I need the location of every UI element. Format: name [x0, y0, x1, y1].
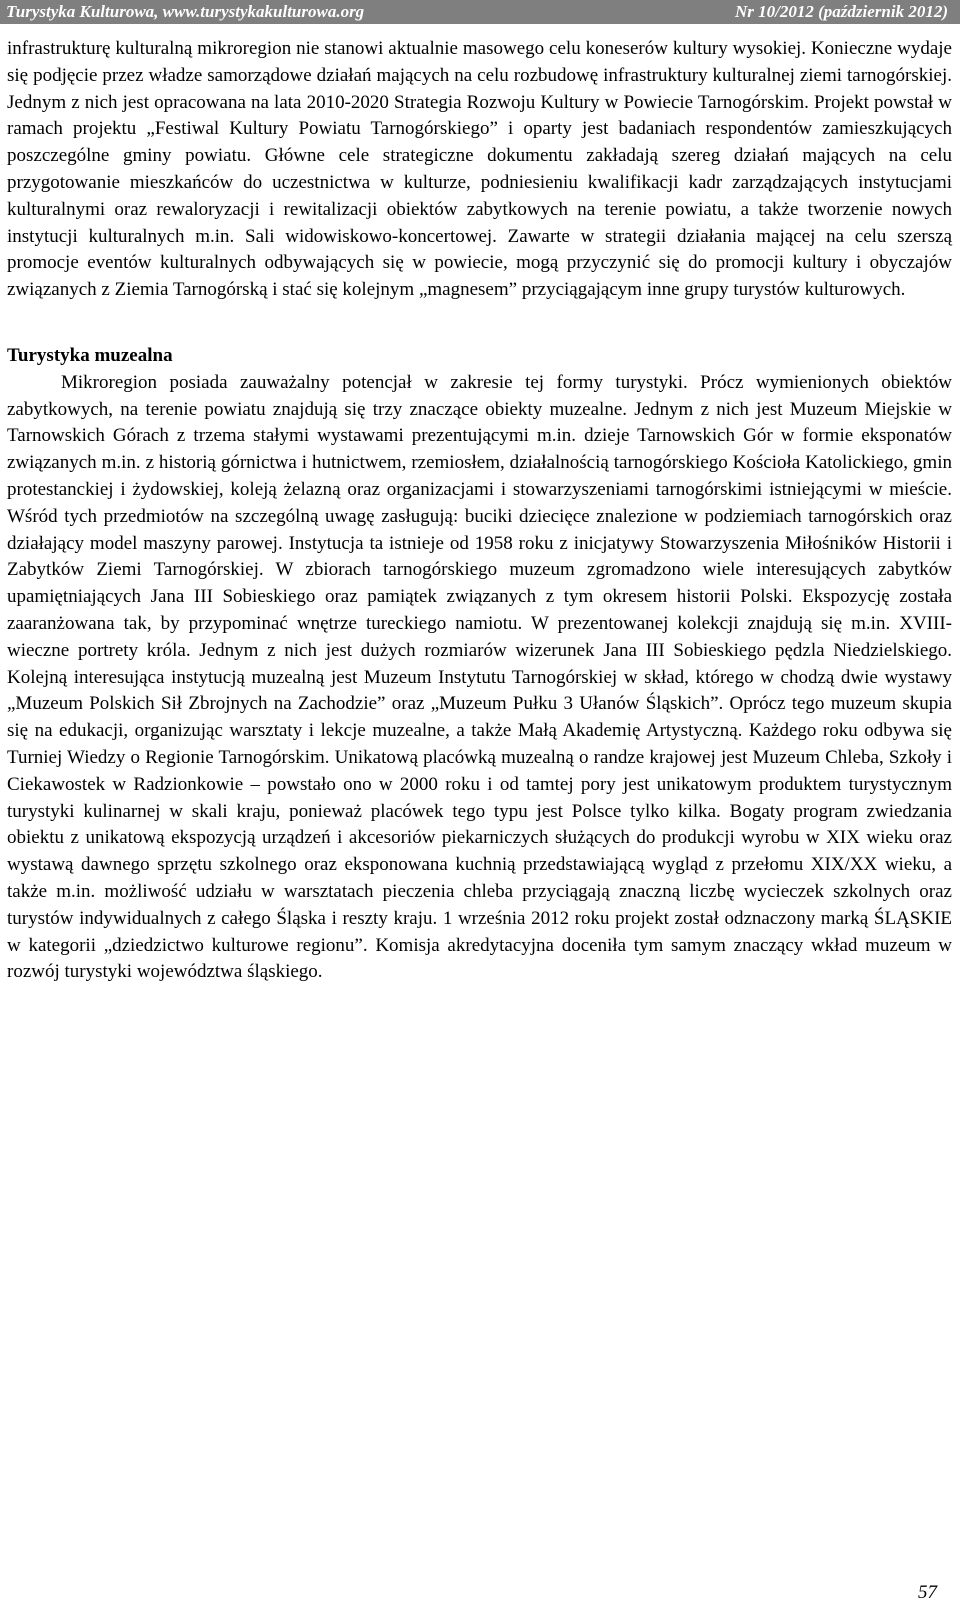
running-header	[0, 0, 960, 24]
body-paragraph: infrastrukturę kulturalną mikroregion nie stanowi aktualnie masowego celu koneserów kultury wysokiej. Konieczne wydaje się podjęcie przez władze samorządowe działań mających na celu rozbudowę infrastruktury kulturalnej ziemi tarnogórskiej. Jednym z nich jest opracowana na lata 2010-2020 Strategia Rozwoju Kultury w Powiecie Tarnogórskim. Projekt powstał w ramach projektu „Festiwal Kultury Powiatu Tarnogórskiego” i oparty jest badaniach respondentów zamieszkujących poszczególne gminy powiatu. Główne cele strategiczne dokumentu zakładają szereg działań mających na celu przygotowanie mieszkańców do uczestnictwa w kulturze, podniesieniu kwalifikacji kadr zarządzających instytucjami kulturalnymi oraz rewaloryzacji i rewitalizacji obiektów zabytkowych na terenie powiatu, a także tworzenie nowych instytucji kulturalnych m.in. Sali widowiskowo-koncertowej. Zawarte w strategii działania mającej na celu szerszą promocje eventów kulturalnych odbywających się w powiecie, mogą przyczynić się do promocji kultury i obyczajów związanych z Ziemia Tarnogórską i stać się kolejnym „magnesem” przyciągającym inne grupy turystów kulturowych.	[7, 38, 952, 301]
section-heading: Turystyka muzealna	[7, 344, 173, 366]
page-number: 57	[918, 1582, 937, 1603]
header-issue-info: Nr 10/2012 (październik 2012)	[735, 2, 948, 21]
article-body	[7, 36, 952, 986]
header-journal-title: Turystyka Kulturowa, www.turystykakulturowa.org	[6, 2, 365, 21]
body-paragraph: Mikroregion posiada zauważalny potencjał w zakresie tej formy turystyki. Prócz wymienionych obiektów zabytkowych, na terenie powiatu znajdują się trzy znaczące obiekty muzealne. Jednym z nich jest Muzeum Miejskie w Tarnowskich Górach z trzema stałymi wystawami prezentującymi m.in. dzieje Tarnowskich Gór w formie eksponatów związanych m.in. z historią górnictwa i hutnictwem, rzemiosłem, działalnością tarnogórskiego Kościoła Katolickiego, gmin protestanckiej i żydowskiej, koleją żelazną oraz organizacjami i stowarzyszeniami tarnogórskimi istniejącymi w mieście. Wśród tych przedmiotów na szczególną uwagę zasługują: buciki dziecięce znalezione w podziemiach tarnogórskich oraz działający model maszyny parowej. Instytucja ta istnieje od 1958 roku z inicjatywy Stowarzyszenia Miłośników Historii i Zabytków Ziemi Tarnogórskiej. W zbiorach tarnogórskiego muzeum zgromadzono wiele interesujących zabytków upamiętniających Jana III Sobieskiego oraz pamiątek związanych z tym okresem historii Polski. Ekspozycję została zaaranżowana tak, by przypominać wnętrze tureckiego namiotu. W prezentowanej kolekcji znajdują się m.in. XVIII-wieczne portrety króla. Jednym z nich jest dużych rozmiarów wizerunek Jana III Sobieskiego pędzla Niedzielskiego. Kolejną interesująca instytucją muzealną jest Muzeum Instytutu Tarnogórskiej w skład, którego w chodzą dwie wystawy „Muzeum Polskich Sił Zbrojnych na Zachodzie” oraz „Muzeum Pułku 3 Ułanów Śląskich”. Oprócz tego muzeum skupia się na edukacji, organizując warsztaty i lekcje muzealne, a także Małą Akademię Artystyczną. Każdego roku odbywa się Turniej Wiedzy o Regionie Tarnogórskim. Unikatową placówką muzealną o randze krajowej jest Muzeum Chleba, Szkoły i Ciekawostek w Radzionkowie – powstało ono w 2000 roku i od tamtej pory jest unikatowym produktem turystycznym turystyki kulinarnej w skali kraju, ponieważ placówek tego typu jest Polsce tylko kilka. Bogaty program zwiedzania obiektu z unikatową ekspozycją urządzeń i akcesoriów piekarniczych służących do produkcji wyrobu w XIX wieku oraz wystawą dawnego sprzętu szkolnego oraz eksponowana kuchnią przedstawiającą wygląd z przełomu XIX/XX wieku, a także m.in. możliwość udziału w warsztatach pieczenia chleba przyciągają znaczną liczbę wycieczek szkolnych oraz turystów indywidualnych z całego Śląska i reszty kraju. 1 września 2012 roku projekt został odznaczony marką ŚLĄSKIE w kategorii „dziedzictwo kulturowe regionu”. Komisja akredytacyjna doceniła tym samym znaczący wkład muzeum w rozwój turystyki województwa śląskiego.	[7, 371, 952, 983]
